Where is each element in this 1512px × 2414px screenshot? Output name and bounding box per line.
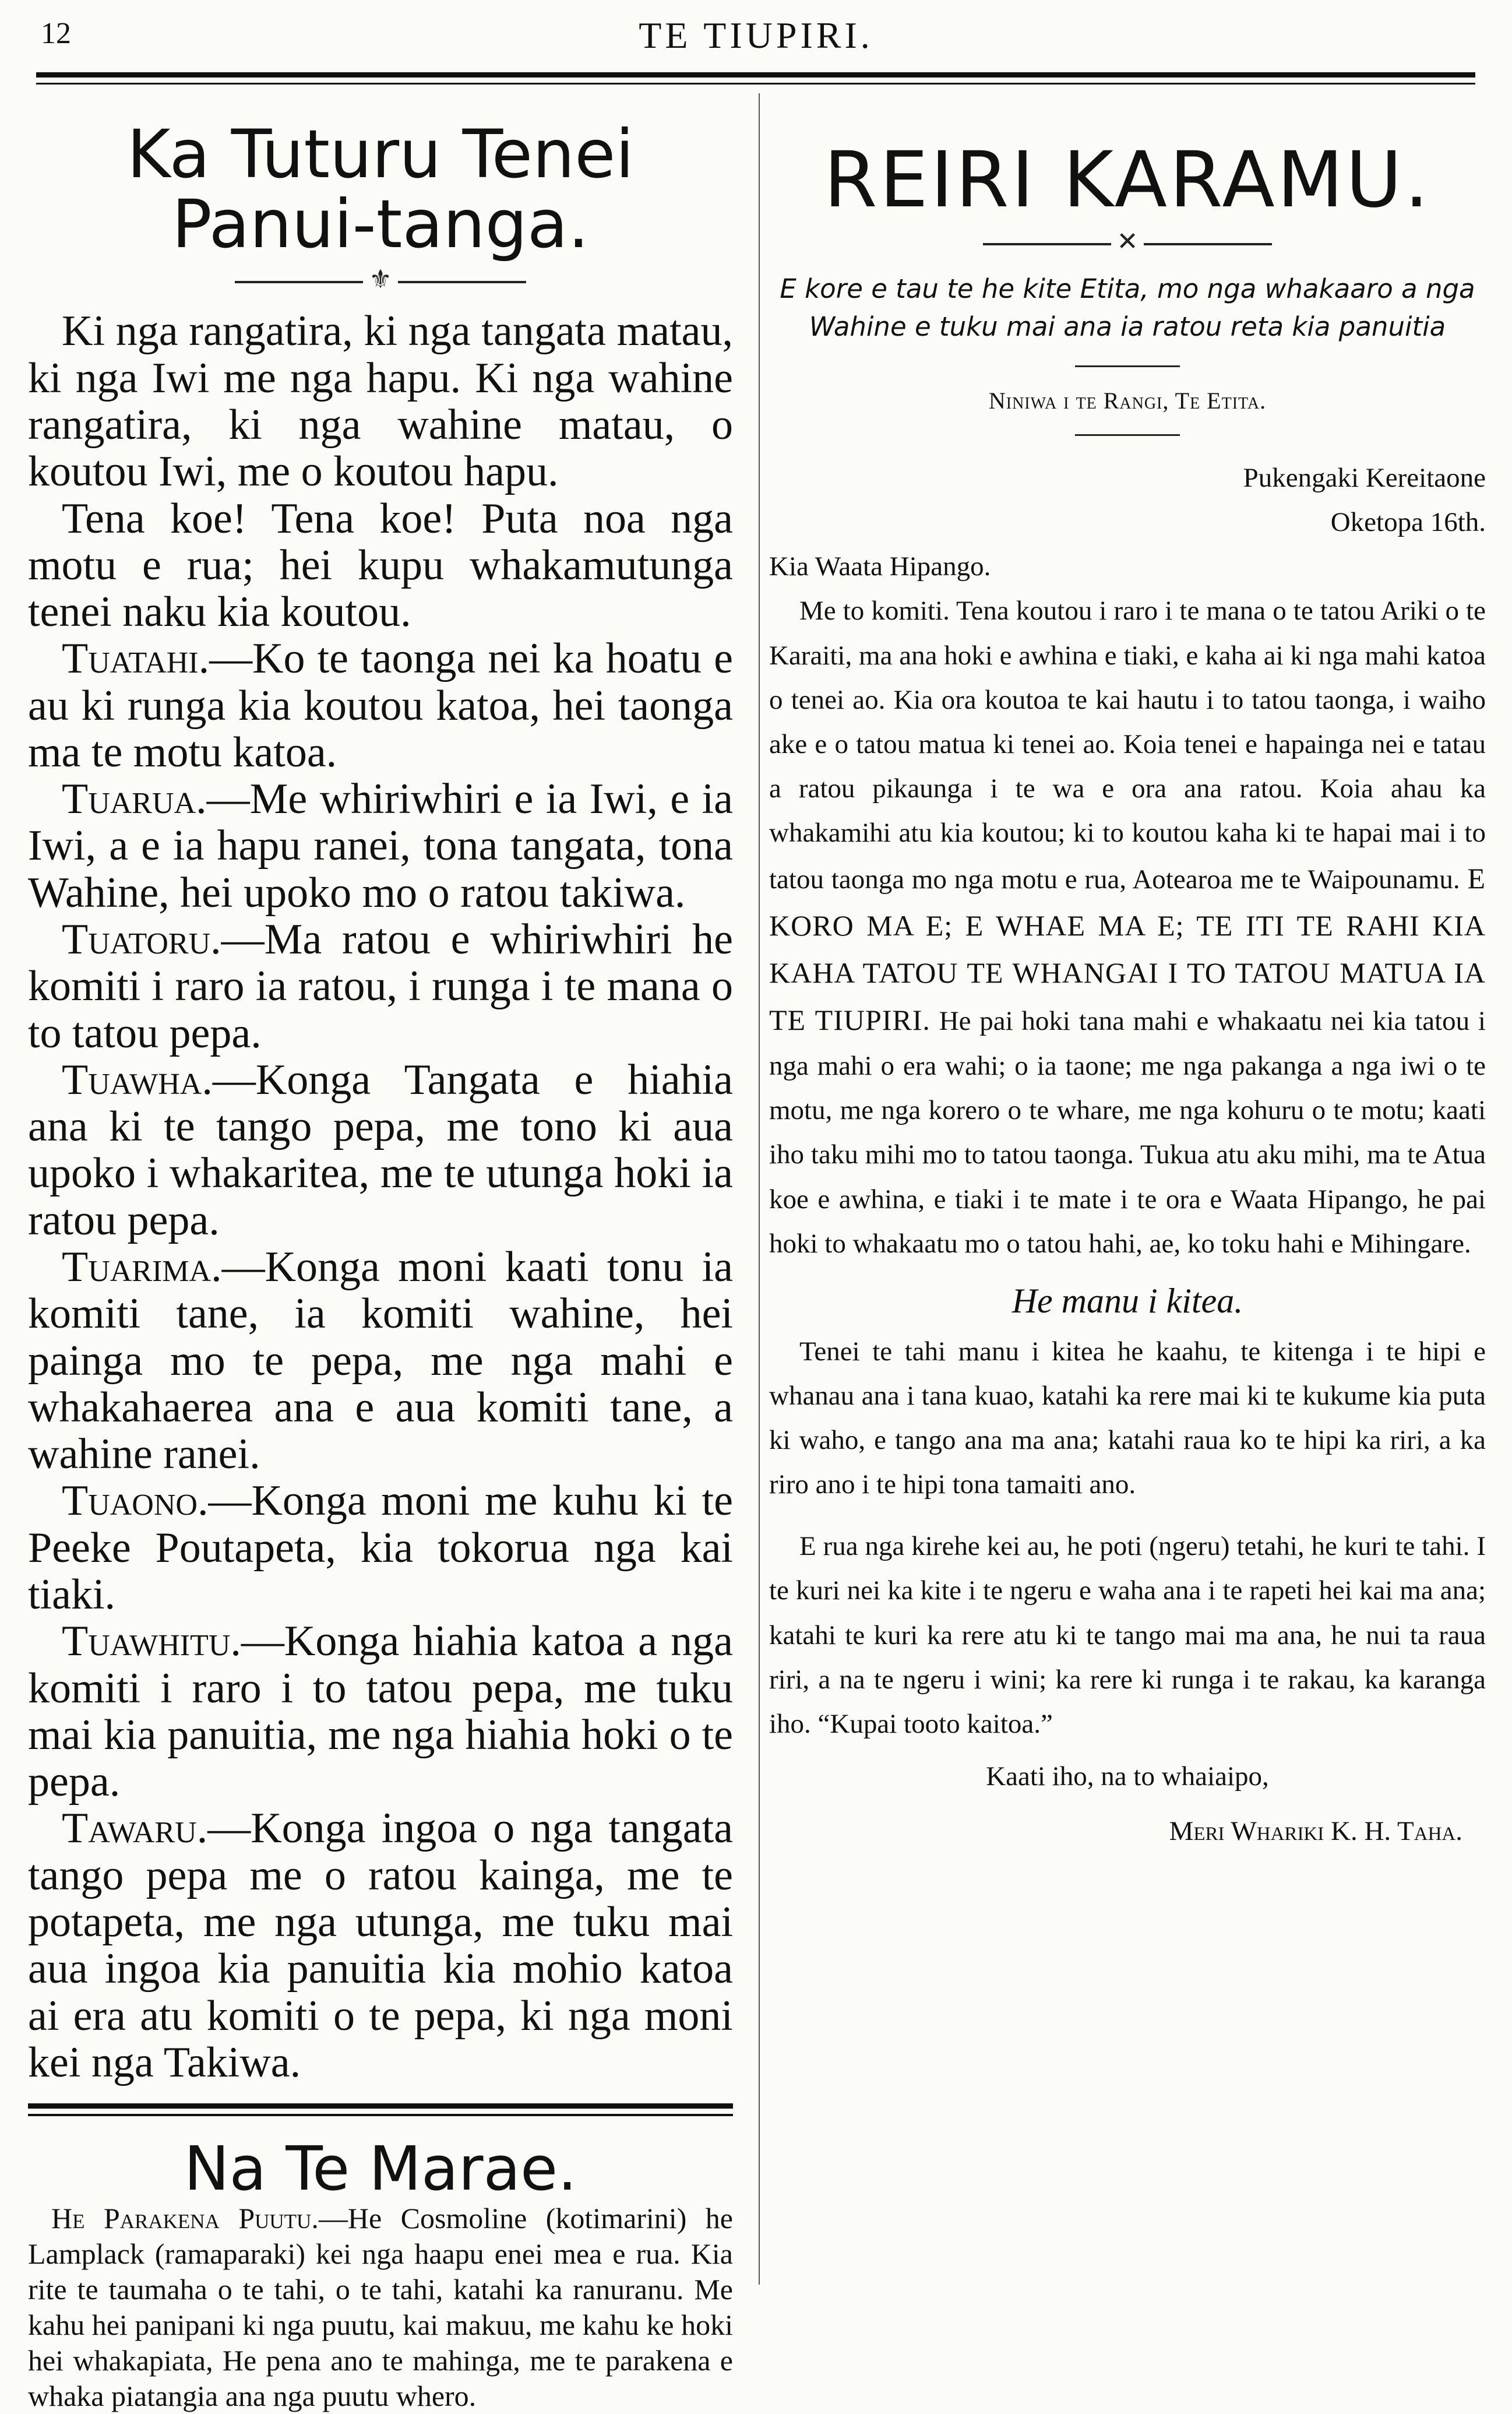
letter-paragraph: E rua nga kirehe kei au, he poti (ngeru) tetahi, he kuri te tahi. I te kuri nei ka kite i te ngeru e waha ana i te rapeti hei kai ma ana; katahi te kuri ka rere atu ki te tango mai ma ana, he nui ta raua riri, a na te ngeru i wini; ka rere ki runga i te rakau, ka karanga iho. “Kupai tooto kaitoa.” bbox=[769, 1531, 1486, 1739]
notice-item bbox=[28, 1805, 733, 2086]
right-heading: REIRI KARAMU. bbox=[823, 135, 1432, 225]
section-double-rule bbox=[28, 2103, 733, 2116]
item-text: —Ma ratou e whiriwhiri he komiti i raro ia ratou, i runga i te mana o to tatou pepa. bbox=[28, 916, 733, 1057]
item-text: —Konga moni me kuhu ki te Peeke Poutapeta, kia tokorua nga kai tiaki. bbox=[28, 1477, 733, 1618]
marae-lead: He Parakena Puutu. bbox=[51, 2202, 319, 2235]
item-lead: Tuawhitu. bbox=[62, 1617, 241, 1666]
editor-dateline: Niniwa i te Rangi, Te Etita. bbox=[988, 388, 1267, 414]
notice-item bbox=[28, 1618, 733, 1805]
notice-item bbox=[28, 776, 733, 916]
masthead-title: TE TIUPIRI. bbox=[639, 15, 873, 56]
editor-disclaimer: E kore e tau te he kite Etita, mo nga whakaaro a nga Wahine e tuku mai ana ia ratou reta kia panuitia bbox=[780, 273, 1475, 342]
marae-heading: Na Te Marae. bbox=[184, 2133, 577, 2205]
letter-caps: E KORO MA E; E WHAE MA E; TE ITI TE RAHI KIA KAHA TATOU TE WHANGAI I TO TATOU MATUA IA TE TIUPIRI. bbox=[769, 862, 1486, 1037]
fleur-ornament-icon: ⚜ bbox=[369, 265, 392, 294]
item-text: —Konga moni kaati tonu ia komiti tane, ia komiti wahine, hei painga mo te pepa, me nga mahi e whakahaerea ana e aua komiti tane, a wahine ranei. bbox=[28, 1243, 733, 1479]
letter-paragraph: Tenei te tahi manu i kitea he kaahu, te kitenga i te hipi e whanau ana i tana kuao, katahi ka rere mai ki te kukume kia puta ki waho, e tango ana ma ana; katahi raua ko te hipi ka riri, a ka riro ano i te hipi tona tamaiti ano. bbox=[769, 1336, 1486, 1500]
marae-text: —He Cosmoline (kotimarini) he Lamplack (ramaparaki) kei nga haapu enei mea e rua. Kia rite te taumaha o te tahi, o te tahi, katahi ka ranuranu. Me kahu hei panipani ki nga puutu, kai makuu, me kahu ke hoki hei whakapiata, He pena ano te mahinga, me te parakena e whaka piatangia ana nga puutu whero. bbox=[28, 2202, 733, 2413]
item-lead: Tuarua. bbox=[62, 775, 207, 824]
item-lead: Tuaono. bbox=[62, 1477, 209, 1525]
left-ornament bbox=[28, 267, 733, 293]
intro-paragraph: Tena koe! Tena koe! Puta noa nga motu e rua; hei kupu whakamutunga tenei naku kia koutou. bbox=[28, 494, 733, 636]
top-rule bbox=[36, 72, 1475, 78]
item-text: —Me whiriwhiri e ia Iwi, e ia Iwi, a e ia hapu ranei, tona tangata, tona Wahine, hei upoko mo o ratou takiwa. bbox=[28, 775, 733, 917]
left-column bbox=[28, 115, 733, 2414]
item-text: —Konga Tangata e hiahia ana ki te tango pepa, me tono ki aua upoko i whakaritea, me te utunga hoki ia ratou pepa. bbox=[28, 1055, 733, 1244]
item-text: —Ko te taonga nei ka hoatu e au ki runga kia koutou katoa, hei taonga ma te motu katoa. bbox=[28, 635, 733, 776]
short-rule bbox=[1075, 434, 1180, 436]
marae-paragraph bbox=[28, 2201, 733, 2414]
notice-item bbox=[28, 1057, 733, 1244]
item-lead: Tuarima. bbox=[62, 1243, 222, 1291]
letter-address: Pukengaki Kereitaone bbox=[1243, 463, 1486, 494]
notice-item bbox=[28, 1244, 733, 1477]
letter-date: Oketopa 16th. bbox=[1330, 507, 1486, 538]
letter-body bbox=[769, 589, 1486, 1265]
item-text: —Konga hiahia katoa a nga komiti i raro i to tatou pepa, me tuku mai kia panuitia, me nga hiahia hoki o te pepa. bbox=[28, 1617, 733, 1806]
notice-item bbox=[28, 916, 733, 1057]
intro-paragraph: Ki nga rangatira, ki nga tangata matau, ki nga Iwi me nga hapu. Ki nga wahine rangatira, ki nga wahine matau, o koutou Iwi, me o koutou hapu. bbox=[28, 307, 733, 496]
item-text: —Konga ingoa o nga tangata tango pepa me o ratou kainga, me te potapeta, me nga utunga, me tuku mai aua ingoa kia panuitia kia mohio katoa ai era atu komiti o te pepa, ki nga moni kei nga Takiwa. bbox=[28, 1804, 733, 2086]
right-column bbox=[769, 135, 1486, 1853]
subheading: He manu i kitea. bbox=[1011, 1281, 1243, 1320]
notice-item bbox=[28, 1477, 733, 1618]
item-lead: Tuawha. bbox=[62, 1055, 213, 1104]
cross-ornament-icon: ✕ bbox=[1116, 227, 1139, 256]
letter-text: He pai hoki tana mahi e whakaatu nei kia tatou i nga mahi o era wahi; o ia taone; me nga pakanga a nga iwi o te motu, me nga korero o te whare, me nga kohuru o te motu; kaati iho taku mihi mo to tatou taonga. Tukua atu aku mihi, ma te Atua koe e awhina, e tiaki i te mate i te ora e Waata Hipango, he pai hoki to whakaatu mo o tatou hahi, ae, ko toku hahi e Mihingare. bbox=[769, 1006, 1486, 1259]
letter-closing: Kaati iho, na to whaiaipo, bbox=[986, 1761, 1269, 1792]
column-divider bbox=[759, 93, 760, 2285]
letter-salutation: Kia Waata Hipango. bbox=[769, 551, 991, 582]
item-lead: Tawaru. bbox=[62, 1804, 208, 1853]
item-lead: Tuatoru. bbox=[62, 916, 221, 964]
right-ornament bbox=[769, 229, 1486, 255]
page-number: 12 bbox=[41, 17, 71, 50]
top-rule-thin bbox=[36, 83, 1475, 85]
item-lead: Tuatahi. bbox=[62, 635, 210, 683]
notice-item bbox=[28, 635, 733, 776]
letter-signature: Meri Whariki K. H. Taha. bbox=[1169, 1816, 1462, 1847]
letter-text: Me to komiti. Tena koutou i raro i te mana o te tatou Ariki o te Karaiti, ma ana hoki e awhina e tiaki, e kaha ai ki nga mahi katoa o tenei ao. Kia ora koutoa te kai hautu i to tatou taonga, i waiho ake e o tatou matua ki tenei ao. Koia tenei e hapainga nei e tatau a ratou pikaunga i te wa e ora ana ratou. Koia ahau ka whakamihi atu kia koutou; ki to koutou kaha ki te hapai mai i to tatou taonga mo nga motu e rua, Aotearoa me te Waipounamu. bbox=[769, 596, 1486, 895]
left-heading: Ka Tuturu Tenei Panui-tanga. bbox=[126, 115, 635, 263]
short-rule bbox=[1075, 365, 1180, 367]
